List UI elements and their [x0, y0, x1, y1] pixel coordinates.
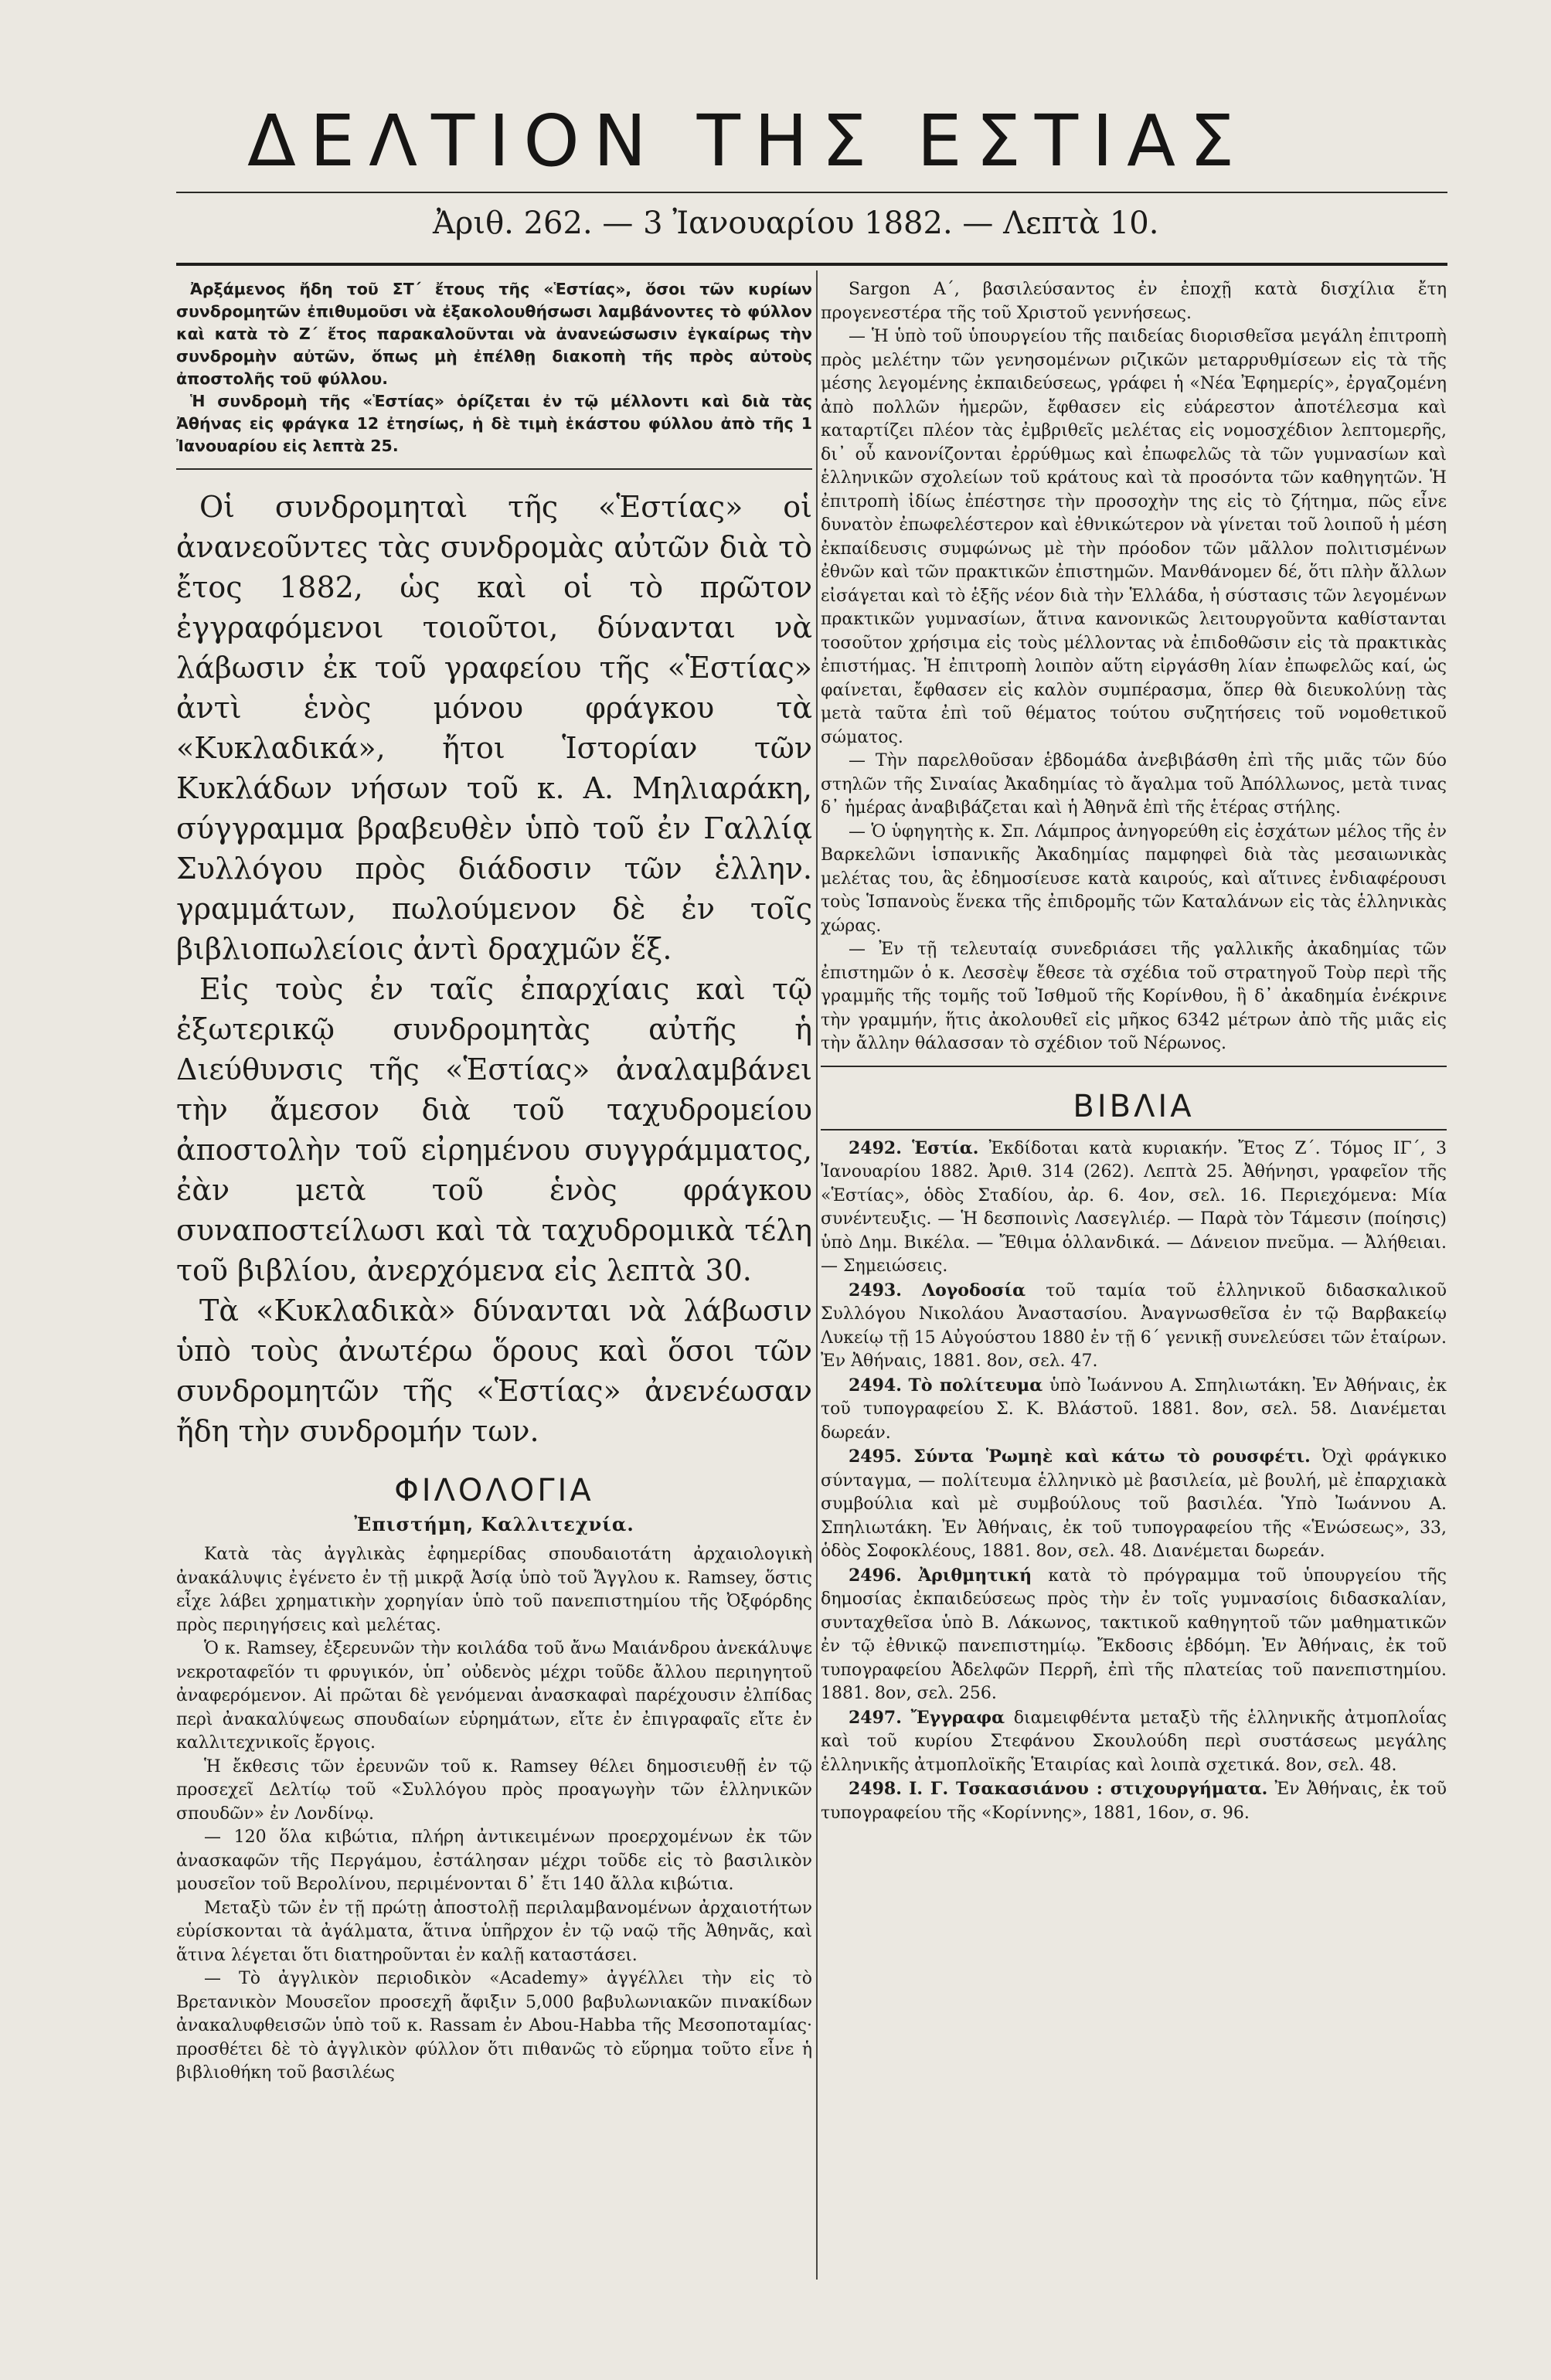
- book-details: Ἐκδίδοται κατὰ κυριακήν. Ἔτος Ζ΄. Τόμος ΙΓ΄, 3 Ἰανουαρίου 1882. Ἀριθ. 314 (262). Λεπτὰ 25. Ἀθήνησι, γραφεῖον τῆς «Ἑστίας», ὁδὸς Σταδίου, ἀρ. 6. 4ον, σελ. 16. Περιεχόμενα: Μία συνέντευξις. — Ἡ δεσποινὶς Λασεγλιέρ. — Παρὰ τὸν Τάμεσιν (ποίησις) ὑπὸ Δημ. Βικέλα. — Ἔθιμα ὁλλανδικά. — Δάνειον πνεῦμα. — Ἀλήθειαι. — Σημειώσεις.: [821, 1138, 1447, 1276]
- article-paragraph: Ἡ ἔκθεσις τῶν ἐρευνῶν τοῦ κ. Ramsey θέλει δημοσιευθῇ ἐν τῷ προσεχεῖ Δελτίῳ τοῦ «Συλλόγου πρὸς προαγωγὴν τῶν ἑλληνικῶν σπουδῶν» ἐν Λονδίνῳ.: [176, 1756, 812, 1824]
- books-heading: ΒΙΒΛΙΑ: [1073, 1088, 1195, 1124]
- notice-paragraph: Ἀρξάμενος ἤδη τοῦ ΣΤ΄ ἔτους τῆς «Ἑστίας», ὅσοι τῶν κυρίων συνδρομητῶν ἐπιθυμοῦσι νὰ ἐξακολουθήσωσι λαμβάνοντες τὸ φύλλον καὶ κατὰ τὸ Ζ΄ ἔτος παρακαλοῦνται νὰ ἀνανεώσωσιν ἐγκαίρως τὴν συνδρομὴν αὐτῶν, ὅπως μὴ ἐπέλθῃ διακοπὴ τῆς πρὸς αὐτοὺς ἀποστολῆς τοῦ φύλλου.: [176, 280, 812, 388]
- article-paragraph: — Ἡ ὑπὸ τοῦ ὑπουργείου τῆς παιδείας διορισθεῖσα μεγάλη ἐπιτροπὴ πρὸς μελέτην τῶν γενησομένων ριζικῶν μεταρρυθμίσεων εἰς τὰ τῆς μέσης λεγομένης ἐκπαιδεύσεως, γράφει ἡ «Νέα Ἐφημερίς», ἐργαζομένη ἀπὸ πολλῶν ἡμερῶν, ἔφθασεν εἰς εὐάρεστον ἀποτέλεσμα καὶ καταρτίζει πλέον τὰς ἐμβριθεῖς μελέτας εἰς νομοσχέδιον λεπτομερῆς, δι᾽ οὗ κανονίζονται ἐρρύθμως καὶ ἐπωφελῶς τὰ τῶν γυμνασίων καὶ ἑλληνικῶν σχολείων τοῦ κράτους καὶ τὰ προσόντα τῶν καθηγητῶν. Ἡ ἐπιτροπὴ ἰδίως ἐπέστησε τὴν προσοχὴν της εἰς τὸ ζήτημα, πῶς εἶνε δυνατὸν ἐπωφελέστερον καὶ ἐθνικώτερον νὰ γίνεται τοῦ λοιποῦ ἡ μέση ἐκπαίδευσις συμφώνως μὲ τὴν πρόοδον τῶν μᾶλλον πολιτισμένων ἐθνῶν καὶ τῶν πρακτικῶν ἐπιστημῶν. Μανθάνομεν δέ, ὅτι πλὴν ἄλλων εἰσάγεται καὶ τὸ ἑξῆς νέον διὰ τὴν Ἑλλάδα, ἡ σύστασις τῶν λεγομένων πρακτικῶν γυμνασίων, ἅτινα κανονικῶς λειτουργοῦντα καθίστανται τοσοῦτον χρήσιμα εἰς τοὺς μέλλοντας νὰ ἐπιδοθῶσιν εἰς τὰ πρακτικὰς ἐπιστήμας. Ἡ ἐπιτροπὴ λοιπὸν αὕτη εἰργάσθη λίαν ἐπωφελῶς καί, ὡς φαίνεται, ἔφθασεν εἰς καλὸν συμπέρασμα, ὅπερ θὰ διευκολύνῃ τὰς μετὰ ταῦτα ἐπὶ τοῦ θέματος τούτου συζητήσεις τοῦ νομοθετικοῦ σώματος.: [821, 327, 1447, 747]
- philology-section: [176, 1543, 812, 2086]
- book-entry: [821, 1706, 1447, 1778]
- article-paragraph: — Τὴν παρελθοῦσαν ἑβδομάδα ἀνεβιβάσθη ἐπὶ τῆς μιᾶς τῶν δύο στηλῶν τῆς Σιναίας Ἀκαδημίας τὸ ἄγαλμα τοῦ Ἀπόλλωνος, μετὰ τινας δ᾽ ἡμέρας ἀναβιβάζεται καὶ ἡ Ἀθηνᾶ ἐπὶ τῆς ἑτέρας στήλης.: [821, 751, 1447, 818]
- philology-heading: ΦΙΛΟΛΟΓΙΑ: [394, 1473, 594, 1508]
- notice-paragraph: Ἡ συνδρομὴ τῆς «Ἑστίας» ὁρίζεται ἐν τῷ μέλλοντι καὶ διὰ τὰς Ἀθήνας εἰς φράγκα 12 ἐτησίως, ἡ δὲ τιμὴ ἑκάστου φύλλου ἀπὸ τῆς 1 Ἰανουαρίου εἰς λεπτὰ 25.: [176, 392, 812, 455]
- section-divider: [176, 468, 812, 470]
- book-details: ὑπὸ Ἰωάννου Α. Σπηλιωτάκη. Ἐν Ἀθήναις, ἐκ τοῦ τυπογραφείου Σ. Κ. Βλάστοῦ. 1881. 8ον, σελ. 58. Διανέμεται δωρεάν.: [821, 1375, 1447, 1443]
- book-title: Ἑστία.: [912, 1137, 979, 1158]
- section-divider: [821, 1066, 1447, 1067]
- masthead-rule-bottom: [176, 263, 1447, 266]
- article-paragraph: — Ἐν τῇ τελευταίᾳ συνεδριάσει τῆς γαλλικῆς ἀκαδημίας τῶν ἐπιστημῶν ὁ κ. Λεσσὲψ ἔθεσε τὰ σχέδια τοῦ στρατηγοῦ Τοὺρ περὶ τῆς γραμμῆς τῆς τομῆς τοῦ Ἰσθμοῦ τῆς Κορίνθου, ἣ δ᾽ ἀκαδημία ἐνέκρινε τὴν γραμμήν, ἥτις ἀκολουθεῖ εἰς μῆκος 6342 μέτρων ἀπὸ τῆς μιᾶς εἰς τὴν ἄλλην θάλασσαν τὸ σχέδιον τοῦ Νέρωνος.: [821, 940, 1447, 1053]
- announcement-paragraph: Οἱ συνδρομηταὶ τῆς «Ἑστίας» οἱ ἀνανεοῦντες τὰς συνδρομὰς αὐτῶν διὰ τὸ ἔτος 1882, ὡς καὶ οἱ τὸ πρῶτον ἐγγραφόμενοι τοιοῦτοι, δύνανται νὰ λάβωσιν ἐκ τοῦ γραφείου τῆς «Ἑστίας» ἀντὶ ἑνὸς μόνου φράγκου τὰ «Κυκλαδικά», ἤτοι Ἱστορίαν τῶν Κυκλάδων νήσων τοῦ κ. Α. Μηλιαράκη, σύγγραμμα βραβευθὲν ὑπὸ τοῦ ἐν Γαλλίᾳ Συλλόγου πρὸς διάδοσιν τῶν ἑλλην. γραμμάτων, πωλούμενον δὲ ἐν τοῖς βιβλιοπωλείοις ἀντὶ δραχμῶν ἕξ.: [176, 490, 812, 966]
- book-entry: [821, 1374, 1447, 1446]
- book-number: 2497.: [849, 1707, 902, 1728]
- book-entry: [821, 1137, 1447, 1279]
- kykladika-announcement: [176, 487, 812, 1451]
- section-divider: [821, 1129, 1447, 1130]
- books-list: [821, 1137, 1447, 1826]
- book-number: 2496.: [849, 1565, 902, 1586]
- article-paragraph: Sargon Α΄, βασιλεύσαντος ἐν ἐποχῇ κατὰ δισχίλια ἔτη προγενεστέρα τῆς τοῦ Χριστοῦ γεννήσεως.: [821, 280, 1447, 323]
- masthead-rule-top: [176, 192, 1447, 193]
- book-entry: [821, 1777, 1447, 1825]
- book-title: Λογοδοσία: [922, 1280, 1026, 1300]
- book-details: διαμειφθέντα μεταξὺ τῆς ἑλληνικῆς ἀτμοπλοΐας καὶ τοῦ κυρίου Στεφάνου Σκουλούδη περὶ συστάσεως μεγάλης ἑλληνικῆς ἀτμοπλοϊκῆς Ἑταιρίας καὶ λοιπὰ σχετικά. 8ον, σελ. 48.: [821, 1708, 1447, 1775]
- philology-subheading: Ἐπιστήμη, Καλλιτεχνία.: [354, 1513, 634, 1535]
- dateline: Ἀριθ. 262. — 3 Ἰανουαρίου 1882. — Λεπτὰ 10.: [433, 206, 1159, 241]
- book-title: Σύντα Ῥωμηὲ καὶ κάτω τὸ ρουσφέτι.: [913, 1447, 1311, 1467]
- right-column: [821, 278, 1447, 2349]
- article-paragraph: — Ὁ ὑφηγητὴς κ. Σπ. Λάμπρος ἀνηγορεύθη εἰς ἐσχάτων μέλος τῆς ἐν Βαρκελῶνι ἱσπανικῆς Ἀκαδημίας παμφηφεὶ διὰ τὰς μεσαιωνικὰς μελέτας του, ἃς ἐδημοσίευσε κατὰ καιρούς, καὶ αἵτινες ἐνδιαφέρουσι τοὺς Ἱσπανοὺς ἕνεκα τῆς ἐπιδρομῆς τῶν Καταλάνων εἰς τὰς ἑλληνικὰς χώρας.: [821, 821, 1447, 936]
- column-separator: [816, 270, 818, 2280]
- book-details: τοῦ ταμία τοῦ ἑλληνικοῦ διδασκαλικοῦ Συλλόγου Νικολάου Ἀναστασίου. Ἀναγνωσθεῖσα ἐν τῷ Βαρβακείῳ Λυκείῳ τῇ 15 Αὐγούστου 1880 ἐν τῇ 6΄ γενικῇ συνελεύσει τῶν ἑταίρων. Ἐν Ἀθήναις, 1881. 8ον, σελ. 47.: [821, 1280, 1447, 1371]
- book-entry: [821, 1279, 1447, 1374]
- article-paragraph: — 120 ὅλα κιβώτια, πλήρη ἀντικειμένων προερχομένων ἐκ τῶν ἀνασκαφῶν τῆς Περγάμου, ἐστάλησαν μέχρι τοῦδε εἰς τὸ βασιλικὸν μουσεῖον τοῦ Βερολίνου, περιμένονται δ᾽ ἔτι 140 ἄλλα κιβώτια.: [176, 1828, 812, 1894]
- book-number: 2498.: [849, 1779, 902, 1799]
- article-paragraph: Κατὰ τὰς ἀγγλικὰς ἐφημερίδας σπουδαιοτάτη ἀρχαιολογικὴ ἀνακάλυψις ἐγένετο ἐν τῇ μικρᾷ Ἀσίᾳ ὑπὸ τοῦ Ἄγγλου κ. Ramsey, ὅστις εἶχε λάβει χρηματικὴν χορηγίαν ὑπὸ τοῦ πανεπιστημίου τῆς Ὀξφόρδης πρὸς περιηγήσεις καὶ μελέτας.: [176, 1545, 812, 1635]
- announcement-paragraph: Εἰς τοὺς ἐν ταῖς ἐπαρχίαις καὶ τῷ ἐξωτερικῷ συνδρομητὰς αὐτῆς ἡ Διεύθυνσις τῆς «Ἑστίας» ἀναλαμβάνει τὴν ἄμεσον διὰ τοῦ ταχυδρομείου ἀποστολὴν τοῦ εἰρημένου συγγράμματος, ἐὰν μετὰ τοῦ ἑνὸς φράγκου συναποστείλωσι καὶ τὰ ταχυδρομικὰ τέλη τοῦ βιβλίου, ἀνερχόμενα εἰς λεπτὰ 30.: [176, 972, 812, 1287]
- article-paragraph: Ὁ κ. Ramsey, ἐξερευνῶν τὴν κοιλάδα τοῦ ἄνω Μαιάνδρου ἀνεκάλυψε νεκροταφεῖόν τι φρυγικόν, ὑπ᾽ οὐδενὸς μέχρι τοῦδε ἄλλου περιηγητοῦ ἀναφερόμενον. Αἱ πρῶται δὲ γενόμεναι ἀνασκαφαὶ παρέχουσιν ἐλπίδας περὶ ἀνακαλύψεως σπουδαίων εὑρημάτων, εἴτε ἐν ἐπιγραφαῖς εἴτε ἐν καλλιτεχνικοῖς ἔργοις.: [176, 1639, 812, 1753]
- book-title: Ἀριθμητική: [918, 1565, 1032, 1586]
- book-number: 2495.: [849, 1447, 902, 1467]
- book-entry: [821, 1445, 1447, 1564]
- book-details: Ἐν Ἀθήναις, ἐκ τοῦ τυπογραφείου τῆς «Κορίννης», 1881, 16ον, σ. 96.: [821, 1780, 1447, 1823]
- book-title: Ι. Γ. Τσακασιάνου : στιχουργήματα.: [909, 1779, 1268, 1799]
- book-title: Τὸ πολίτευμα: [908, 1375, 1043, 1396]
- subscription-notice: [176, 278, 812, 457]
- book-number: 2492.: [849, 1137, 902, 1158]
- announcement-paragraph: Τὰ «Κυκλαδικὰ» δύνανται νὰ λάβωσιν ὑπὸ τοὺς ἀνωτέρω ὅρους καὶ ὅσοι τῶν συνδρομητῶν τῆς «Ἑστίας» ἀνενέωσαν ἤδη τὴν συνδρομήν των.: [176, 1294, 812, 1448]
- book-number: 2494.: [849, 1375, 902, 1396]
- news-continuation: [821, 278, 1447, 1056]
- book-number: 2493.: [849, 1280, 902, 1300]
- masthead-title: ΔΕΛΤΙΟΝ ΤΗΣ ΕΣΤΙΑΣ: [247, 100, 1249, 182]
- book-title: Ἔγγραφα: [910, 1707, 1005, 1728]
- book-entry: [821, 1564, 1447, 1706]
- book-details: Ὀχὶ φράγκικο σύνταγμα, — πολίτευμα ἑλληνικὸ μὲ βασιλεία, μὲ βουλή, μὲ ἐπαρχιακὰ συμβούλια καὶ μὲ συμβούλους τοῦ βασιλέα. Ὑπὸ Ἰωάννου Α. Σπηλιωτάκη. Ἐν Ἀθήναις, ἐκ τοῦ τυπογραφείου τῆς «Ἑνώσεως», 33, ὁδὸς Σοφοκλέους, 1881. 8ον, σελ. 48. Διανέμεται δωρεάν.: [821, 1447, 1447, 1561]
- book-details: κατὰ τὸ πρόγραμμα τοῦ ὑπουργείου τῆς δημοσίας ἐκπαιδεύσεως πρὸς τὴν ἐν τοῖς γυμνασίοις διδασκαλίαν, συνταχθεῖσα ὑπὸ Β. Λάκωνος, τακτικοῦ καθηγητοῦ τῶν μαθηματικῶν ἐν τῷ ἐθνικῷ πανεπιστημίῳ. Ἔκδοσις ἑβδόμη. Ἐν Ἀθήναις, ἐκ τοῦ τυπογραφείου Ἀδελφῶν Περρῆ, ἐπὶ τῆς πλατείας τοῦ πανεπιστημίου. 1881. 8ον, σελ. 256.: [821, 1566, 1447, 1703]
- article-paragraph: — Τὸ ἀγγλικὸν περιοδικὸν «Academy» ἀγγέλλει τὴν εἰς τὸ Βρετανικὸν Μουσεῖον προσεχῆ ἄφιξιν 5,000 βαβυλωνιακῶν πινακίδων ἀνακαλυφθεισῶν ὑπὸ τοῦ κ. Rassam ἐν Abou-Habba τῆς Μεσοποταμίας· προσθέτει δὲ τὸ ἀγγλικὸν φύλλον ὅτι πιθανῶς τὸ εὕρημα τοῦτο εἶνε ἡ βιβλιοθήκη τοῦ βασιλέως: [176, 1969, 812, 2082]
- article-paragraph: Μεταξὺ τῶν ἐν τῇ πρώτῃ ἀποστολῇ περιλαμβανομένων ἀρχαιοτήτων εὑρίσκονται τὰ ἀγάλματα, ἅτινα ὑπῆρχον ἐν τῷ ναῷ τῆς Ἀθηνᾶς, καὶ ἅτινα λέγεται ὅτι διατηροῦνται ἐν καλῇ καταστάσει.: [176, 1898, 812, 1965]
- left-column: [176, 278, 812, 2349]
